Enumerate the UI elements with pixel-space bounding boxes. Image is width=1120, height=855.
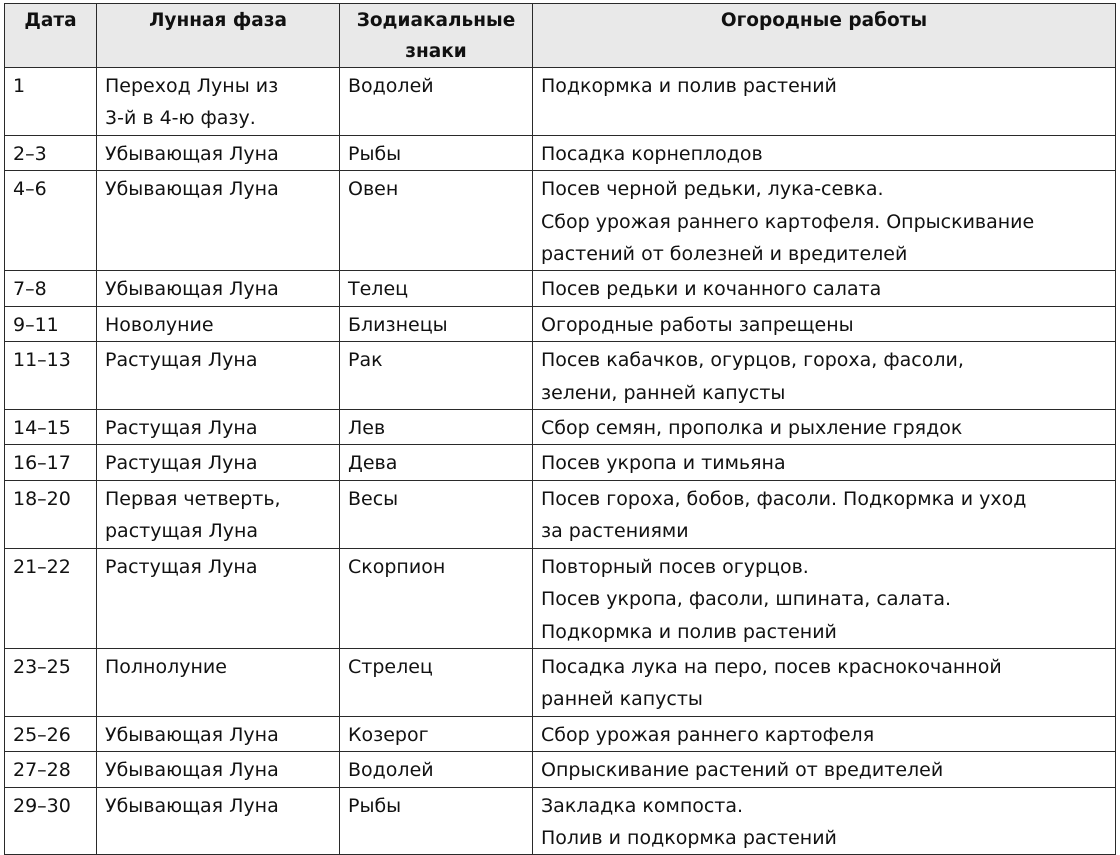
cell-zodiac: Телец [340, 271, 533, 306]
table-row [5, 787, 1116, 855]
cell-phase-line: Убывающая Луна [105, 723, 279, 746]
cell-phase [97, 306, 340, 341]
cell-works-line: растений от болезней и вредителей [541, 243, 908, 266]
cell-works [533, 342, 1116, 410]
cell-zodiac: Весы [340, 480, 533, 548]
cell-works-line: Сбор семян, прополка и рыхление грядок [541, 417, 963, 440]
cell-phase [97, 480, 340, 548]
table-row [5, 445, 1116, 480]
cell-phase-line: Растущая Луна [105, 452, 258, 475]
cell-works-line: Посев кабачков, огурцов, гороха, фасоли, [541, 349, 964, 372]
cell-works [533, 410, 1116, 445]
cell-phase-line: Растущая Луна [105, 555, 258, 578]
cell-phase [97, 271, 340, 306]
cell-zodiac: Стрелец [340, 648, 533, 716]
cell-phase-line: Убывающая Луна [105, 142, 279, 165]
header-row [5, 4, 1116, 68]
table-row [5, 752, 1116, 787]
cell-zodiac: Скорпион [340, 548, 533, 648]
header-zodiac-line1: Зодиакальные [356, 10, 516, 31]
cell-date: 16–17 [5, 445, 97, 480]
cell-phase [97, 445, 340, 480]
cell-date: 21–22 [5, 548, 97, 648]
cell-zodiac: Рак [340, 342, 533, 410]
cell-phase [97, 787, 340, 855]
table-row [5, 68, 1116, 136]
cell-works [533, 271, 1116, 306]
cell-phase [97, 716, 340, 751]
header-date: Дата [5, 4, 97, 68]
header-works: Огородные работы [533, 4, 1116, 68]
lunar-calendar-table [4, 3, 1116, 855]
cell-zodiac: Водолей [340, 752, 533, 787]
header-phase: Лунная фаза [97, 4, 340, 68]
table-row [5, 480, 1116, 548]
cell-phase-line: Убывающая Луна [105, 278, 279, 301]
cell-works-line: Посев редьки и кочанного салата [541, 278, 882, 301]
table-row [5, 171, 1116, 271]
cell-works-line: Подкормка и полив растений [541, 75, 837, 97]
cell-phase-line: Переход Луны из [105, 75, 279, 97]
cell-works-line: зелени, ранней капусты [541, 381, 786, 404]
cell-phase [97, 135, 340, 170]
cell-date: 18–20 [5, 480, 97, 548]
cell-works [533, 68, 1116, 136]
cell-works-line: Посадка лука на перо, посев краснокочанной [541, 655, 1002, 678]
cell-works-line: Посев черной редьки, лука-севка. [541, 178, 884, 201]
cell-works [533, 787, 1116, 855]
cell-zodiac: Козерог [340, 716, 533, 751]
cell-phase [97, 548, 340, 648]
cell-phase-line: Убывающая Луна [105, 178, 279, 201]
cell-date: 14–15 [5, 410, 97, 445]
cell-works [533, 752, 1116, 787]
cell-phase-line: Полнолуние [105, 655, 227, 678]
cell-date: 4–6 [5, 171, 97, 271]
table-body [5, 68, 1116, 855]
table-row [5, 342, 1116, 410]
cell-date: 7–8 [5, 271, 97, 306]
cell-works-line: Сбор урожая раннего картофеля [541, 723, 875, 746]
cell-date: 11–13 [5, 342, 97, 410]
cell-works [533, 648, 1116, 716]
cell-phase-line: растущая Луна [105, 520, 259, 543]
table-row [5, 271, 1116, 306]
cell-phase [97, 171, 340, 271]
cell-zodiac: Дева [340, 445, 533, 480]
header-zodiac-line2: знаки [405, 41, 467, 62]
cell-zodiac: Водолей [340, 68, 533, 136]
cell-works-line: Опрыскивание растений от вредителей [541, 759, 944, 782]
cell-works [533, 306, 1116, 341]
cell-works-line: Посев укропа и тимьяна [541, 452, 786, 475]
cell-works-line: ранней капусты [541, 688, 703, 711]
cell-works-line: Повторный посев огурцов. [541, 555, 809, 578]
cell-works [533, 171, 1116, 271]
cell-phase [97, 410, 340, 445]
cell-date: 25–26 [5, 716, 97, 751]
cell-zodiac: Овен [340, 171, 533, 271]
cell-works-line: Посев гороха, бобов, фасоли. Подкормка и уход [541, 487, 1027, 510]
table-row [5, 648, 1116, 716]
table-row [5, 716, 1116, 751]
cell-works [533, 716, 1116, 751]
table-row [5, 410, 1116, 445]
cell-phase [97, 752, 340, 787]
cell-works-line: Полив и подкормка растений [541, 826, 837, 849]
cell-date: 1 [5, 68, 97, 136]
cell-works-line: Огородные работы запрещены [541, 313, 854, 336]
cell-zodiac: Близнецы [340, 306, 533, 341]
cell-works-line: Посев укропа, фасоли, шпината, салата. [541, 588, 952, 611]
cell-date: 29–30 [5, 787, 97, 855]
cell-works [533, 548, 1116, 648]
cell-phase [97, 648, 340, 716]
cell-phase-line: Растущая Луна [105, 349, 258, 372]
cell-phase [97, 342, 340, 410]
cell-works [533, 135, 1116, 170]
cell-date: 23–25 [5, 648, 97, 716]
cell-date: 27–28 [5, 752, 97, 787]
cell-phase [97, 68, 340, 136]
cell-date: 9–11 [5, 306, 97, 341]
cell-date: 2–3 [5, 135, 97, 170]
cell-phase-line: Убывающая Луна [105, 794, 279, 817]
cell-phase-line: 3-й в 4-ю фазу. [105, 107, 256, 130]
cell-works-line: Сбор урожая раннего картофеля. Опрыскивание [541, 210, 1035, 233]
cell-works [533, 480, 1116, 548]
header-zodiac [340, 4, 533, 68]
cell-works-line: Посадка корнеплодов [541, 142, 763, 165]
cell-phase-line: Новолуние [105, 313, 214, 336]
table-row [5, 306, 1116, 341]
cell-phase-line: Растущая Луна [105, 417, 258, 440]
cell-zodiac: Рыбы [340, 135, 533, 170]
cell-zodiac: Лев [340, 410, 533, 445]
cell-phase-line: Первая четверть, [105, 487, 281, 510]
table-row [5, 135, 1116, 170]
cell-works-line: Закладка компоста. [541, 794, 744, 817]
table-row [5, 548, 1116, 648]
cell-zodiac: Рыбы [340, 787, 533, 855]
cell-works-line: Подкормка и полив растений [541, 620, 837, 643]
cell-phase-line: Убывающая Луна [105, 759, 279, 782]
cell-works [533, 445, 1116, 480]
cell-works-line: за растениями [541, 520, 689, 543]
